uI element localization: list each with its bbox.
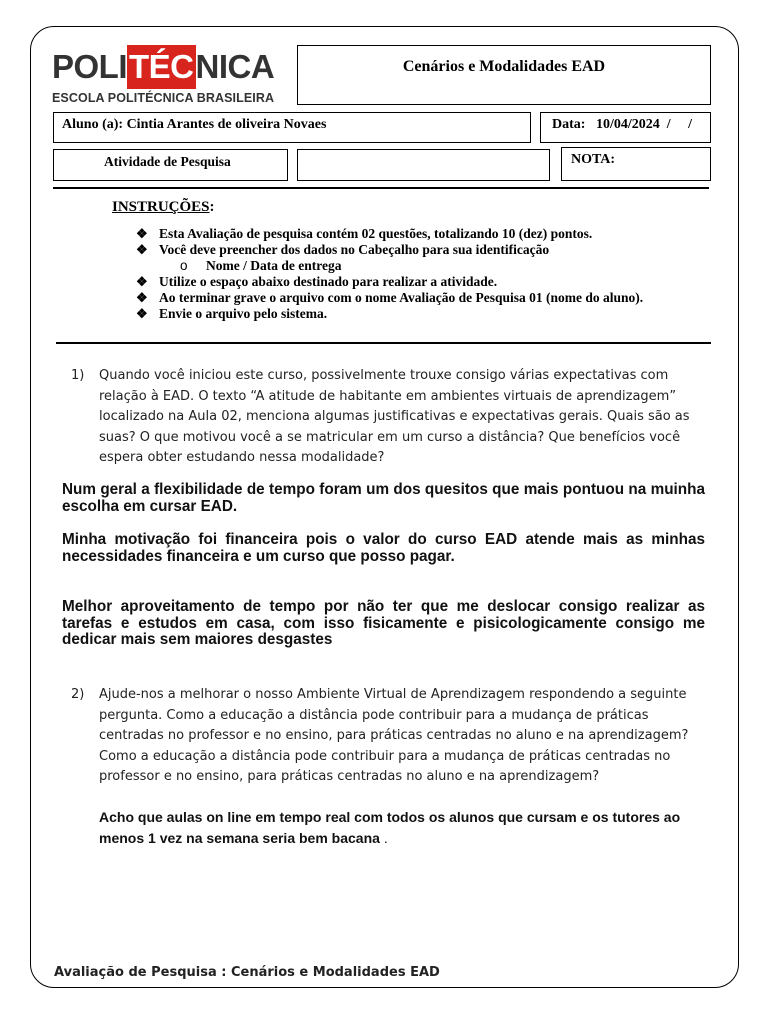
- grade-label: NOTA:: [571, 152, 616, 167]
- list-item: ❖ Utilize o espaço abaixo destinado para realizar a atividade.: [136, 274, 498, 289]
- circle-bullet-icon: o: [180, 258, 188, 273]
- question-text-repeat: Como a educação a distância pode contribuir para a mudança de práticas centradas no professor e no ensino, para práticas centradas no aluno e na aprendizagem?: [99, 748, 671, 784]
- list-item: ❖ Envie o arquivo pelo sistema.: [136, 306, 328, 321]
- question-number: 2): [71, 687, 85, 702]
- question-text: Quando você iniciou este curso, possivelmente trouxe consigo várias expectativas com relação à EAD. O texto “A atitude de habitante em ambientes virtuais de aprendizagem” localizado na Aula 02, menciona algumas justificativas e expectativas gerais. Quais são as suas? O que motivou você a se matricular em um curso a distância? Que benefícios você espera obter estudando nessa modalidade?: [99, 368, 690, 465]
- answer-2: Acho que aulas on line em tempo real com todos os alunos que cursam e os tutores ao menos 1 vez na semana seria bem bacana .: [99, 809, 681, 846]
- instructions-list: [136, 226, 643, 322]
- diamond-bullet-icon: ❖: [136, 290, 148, 305]
- diamond-bullet-icon: ❖: [136, 274, 148, 289]
- list-item: ❖ Você deve preencher dos dados no Cabeçalho para sua identificação: [136, 242, 550, 257]
- answer-1-paragraph-1: Num geral a flexibilidade de tempo foram um dos quesitos que mais pontuou na muinha escolha em cursar EAD.: [62, 481, 705, 515]
- divider: [56, 342, 711, 344]
- question-1: [71, 366, 709, 469]
- title-box: [297, 45, 711, 105]
- student-line: Aluno (a): Cintia Arantes de oliveira Novaes: [62, 117, 327, 132]
- answer-1-paragraph-2: Minha motivação foi financeira pois o valor do curso EAD atende mais as minhas necessidades financeira e um curso que posso pagar.: [62, 531, 705, 565]
- activity-box: [53, 149, 288, 181]
- diamond-bullet-icon: ❖: [136, 242, 148, 257]
- student-field[interactable]: [53, 112, 531, 143]
- logo-wordmark: POLITÉCNICA: [52, 45, 274, 89]
- logo-subtitle: ESCOLA POLITÉCNICA BRASILEIRA: [52, 91, 275, 105]
- instructions-title: INSTRUÇÕES:: [112, 199, 215, 215]
- page-footer: Avaliação de Pesquisa : Cenários e Modalidades EAD: [54, 965, 440, 980]
- divider: [53, 187, 709, 189]
- page-title: Cenários e Modalidades EAD: [402, 58, 606, 75]
- answer-1-paragraph-3: Melhor aproveitamento de tempo por não ter que me deslocar consigo realizar as tarefas e estudos em casa, com isso fisicamente e pisicologicamente consigo me dedicar mais sem maiores desgastes: [62, 598, 705, 648]
- question-number: 1): [71, 368, 85, 383]
- date-field[interactable]: [540, 112, 711, 143]
- logo: [52, 45, 292, 105]
- grade-field[interactable]: [561, 147, 711, 181]
- blank-field[interactable]: [297, 149, 550, 181]
- date-line: Data: 10/04/2024 / /: [552, 117, 692, 132]
- diamond-bullet-icon: ❖: [136, 226, 148, 241]
- activity-label: Atividade de Pesquisa: [104, 154, 231, 169]
- list-subitem: o Nome / Data de entrega: [180, 258, 342, 273]
- diamond-bullet-icon: ❖: [136, 306, 148, 321]
- list-item: ❖ Ao terminar grave o arquivo com o nome Avaliação de Pesquisa 01 (nome do aluno).: [136, 290, 644, 305]
- question-2: [71, 685, 709, 788]
- question-text: Ajude-nos a melhorar o nosso Ambiente Virtual de Aprendizagem respondendo a seguinte pergunta. Como a educação a distância pode contribuir para a mudança de práticas centradas no professor e no ensino, para práticas centradas no aluno e na aprendizagem?: [99, 687, 689, 743]
- list-item: ❖ Esta Avaliação de pesquisa contém 02 questões, totalizando 10 (dez) pontos.: [136, 226, 593, 241]
